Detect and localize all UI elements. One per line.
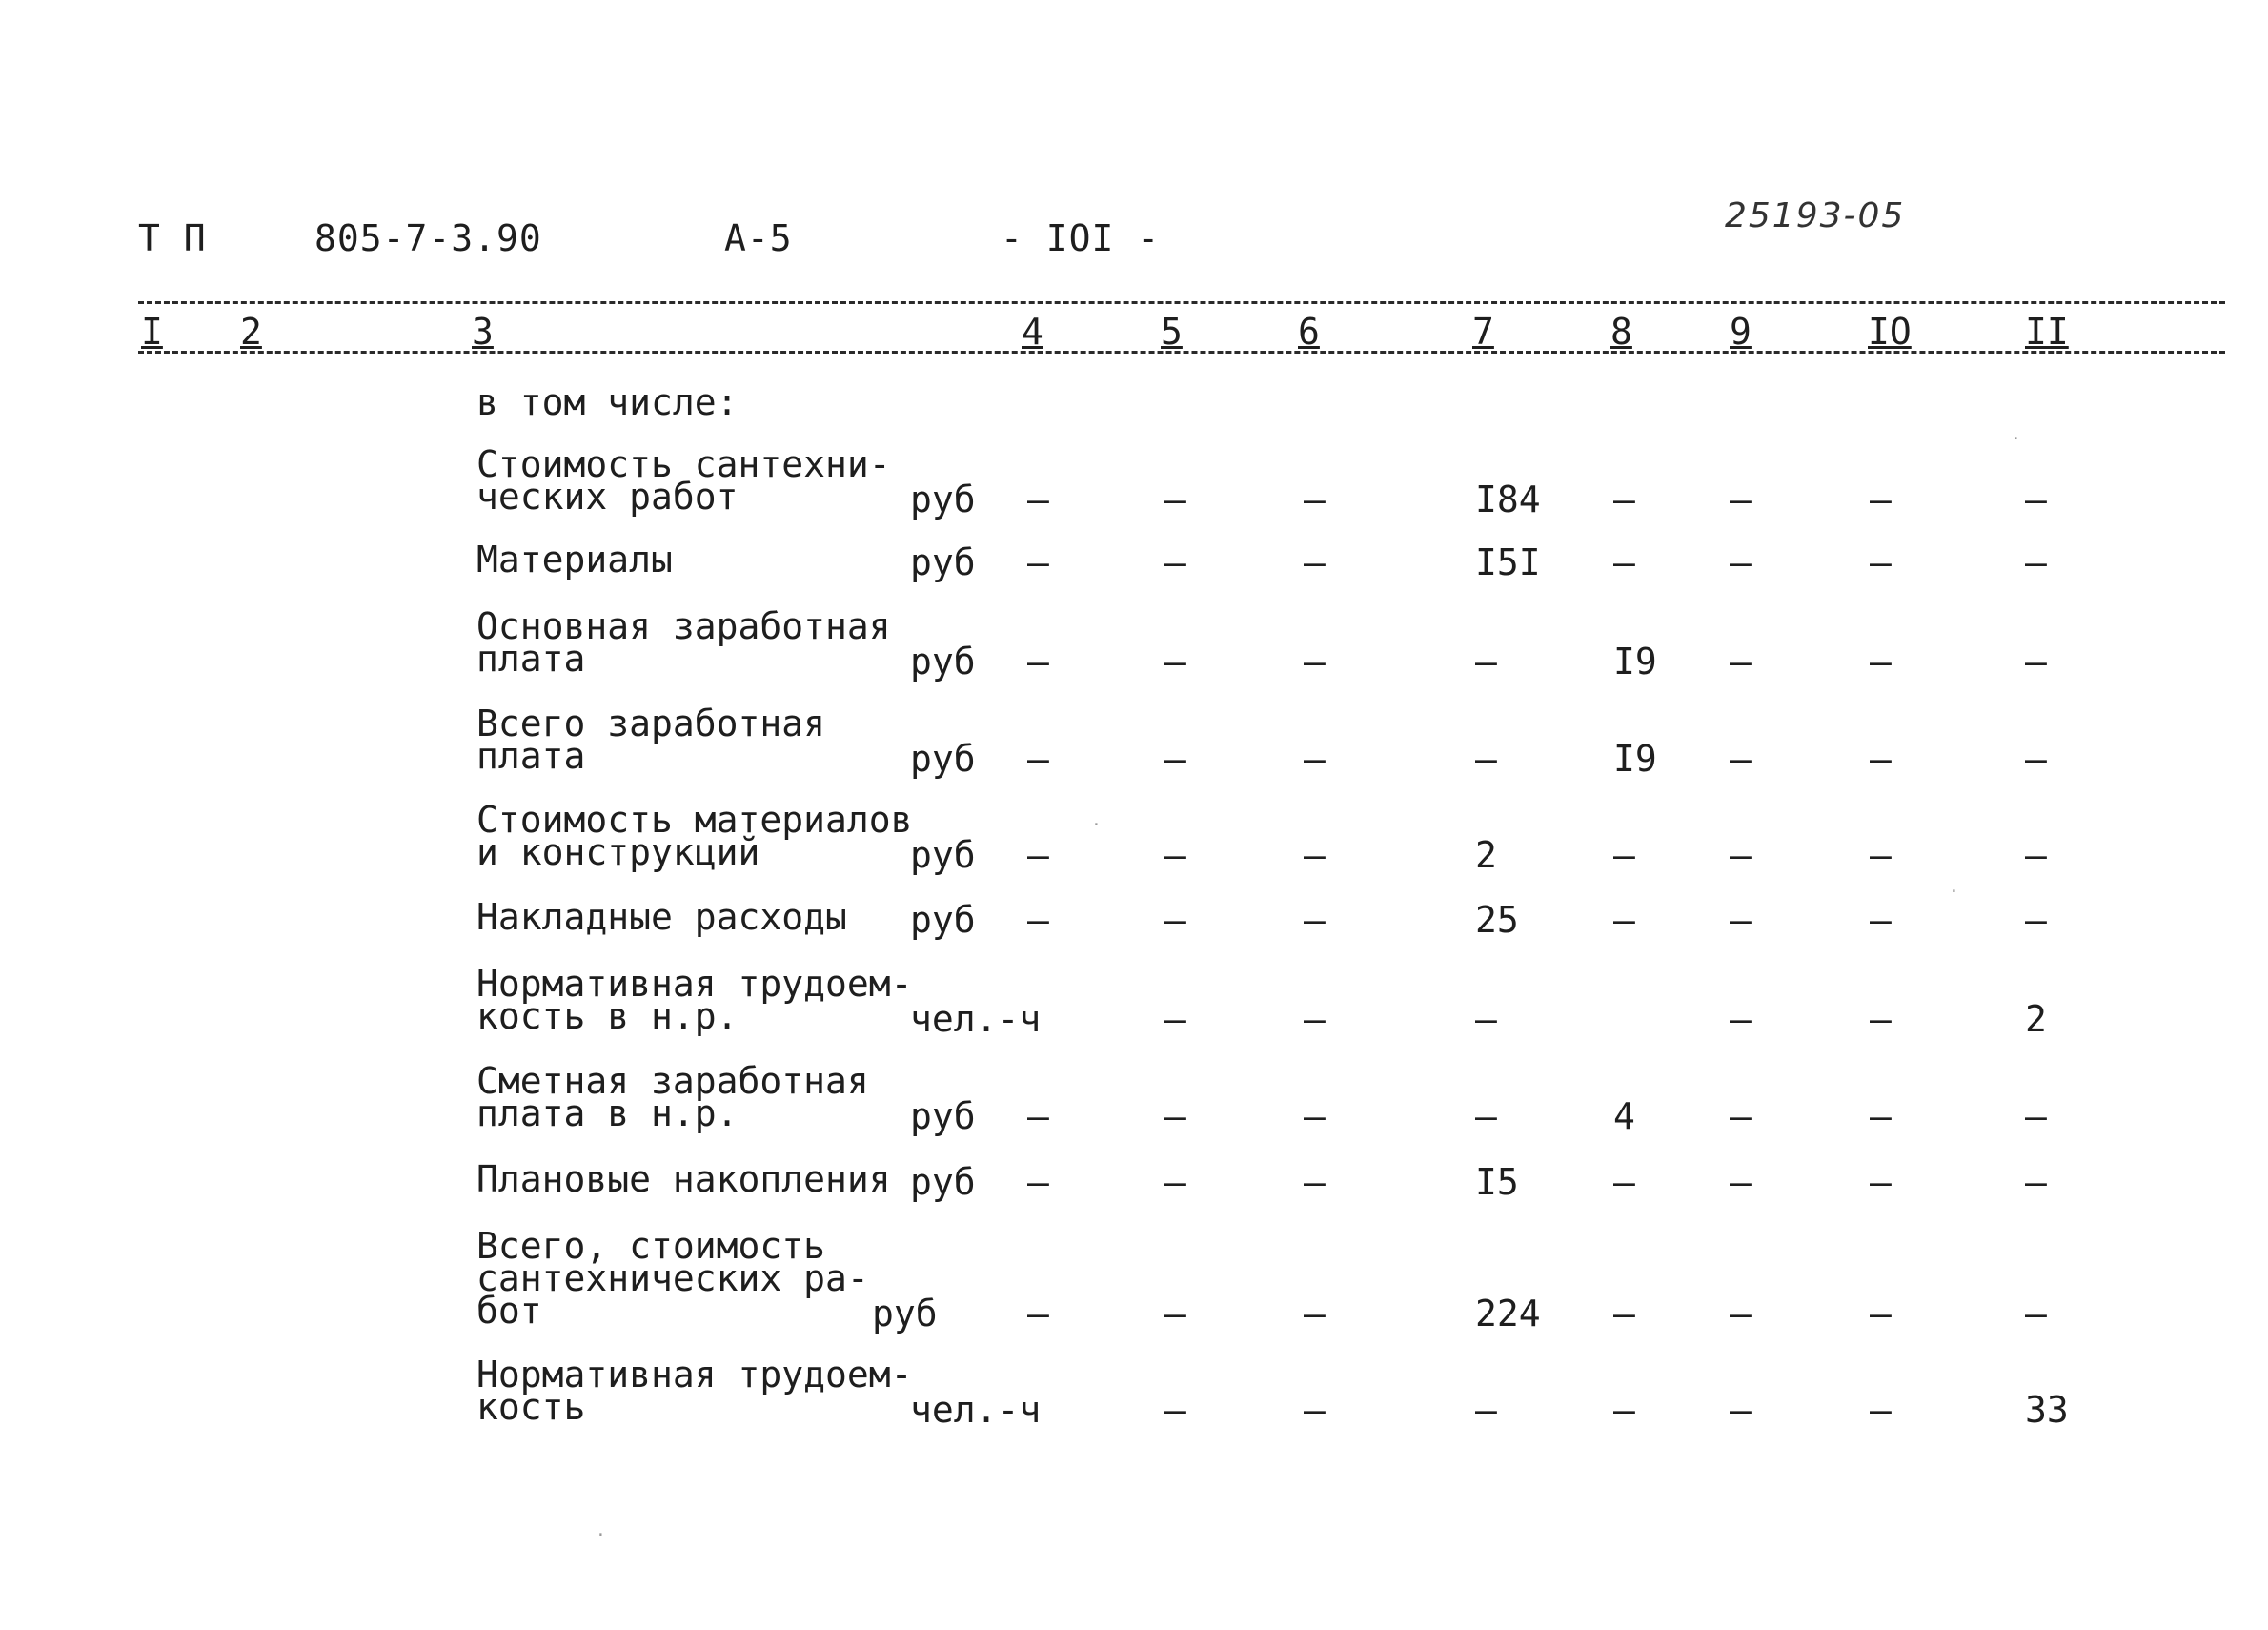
row-cell-col11: – (2025, 1095, 2047, 1137)
row-cell-col11: – (2025, 899, 2047, 941)
row-cell-col9: – (1730, 541, 1752, 583)
row-cell-col4: – (1027, 541, 1049, 583)
row-cell-col7: I5 (1475, 1161, 1519, 1203)
row-label: Накладные расходы (476, 896, 847, 938)
row-cell-col7: I5I (1475, 541, 1541, 583)
row-cell-col5: – (1164, 899, 1186, 941)
row-unit: руб (872, 1293, 938, 1335)
row-cell-col4: – (1027, 834, 1049, 876)
row-cell-col6: – (1304, 541, 1326, 583)
row-unit: руб (910, 479, 976, 520)
row-cell-col11: – (2025, 1293, 2047, 1335)
column-number: 8 (1610, 311, 1632, 353)
row-cell-col11: 33 (2025, 1389, 2069, 1431)
row-cell-col10: – (1870, 1095, 1892, 1137)
row-cell-col6: – (1304, 1095, 1326, 1137)
row-cell-col7: 25 (1475, 899, 1519, 941)
row-label: Стоимость сантехни- ческих работ (476, 443, 891, 518)
column-number: 2 (240, 311, 262, 353)
row-cell-col5: – (1164, 738, 1186, 780)
row-label: Нормативная трудоем- кость (476, 1354, 913, 1428)
row-cell-col8: – (1613, 1389, 1635, 1431)
row-cell-col8: – (1613, 1293, 1635, 1335)
row-cell-col9: – (1730, 641, 1752, 683)
row-label: Плановые накопления (476, 1158, 891, 1200)
row-cell-col4: – (1027, 1293, 1049, 1335)
column-number: 9 (1730, 311, 1752, 353)
row-cell-col8: – (1613, 834, 1635, 876)
column-number: 6 (1298, 311, 1320, 353)
row-cell-col7: 2 (1475, 834, 1497, 876)
row-cell-col9: – (1730, 998, 1752, 1040)
row-cell-col10: – (1870, 479, 1892, 520)
row-cell-col8: – (1613, 479, 1635, 520)
row-cell-col9: – (1730, 1161, 1752, 1203)
row-unit: чел.-ч (910, 1389, 1042, 1431)
row-cell-col10: – (1870, 541, 1892, 583)
row-unit: руб (910, 541, 976, 583)
row-label: Всего, стоимость сантехнических ра- бот (476, 1225, 869, 1332)
row-unit: чел.-ч (910, 998, 1042, 1040)
row-cell-col6: – (1304, 738, 1326, 780)
row-cell-col11: – (2025, 738, 2047, 780)
scan-speck: · (596, 1525, 606, 1545)
row-unit: руб (910, 1095, 976, 1137)
row-cell-col7: – (1475, 998, 1497, 1040)
row-cell-col4: – (1027, 738, 1049, 780)
row-cell-col6: – (1304, 998, 1326, 1040)
row-label: Основная заработная плата (476, 605, 891, 680)
row-cell-col10: – (1870, 738, 1892, 780)
row-cell-col6: – (1304, 1389, 1326, 1431)
row-cell-col4: – (1027, 1095, 1049, 1137)
row-cell-col8: I9 (1613, 641, 1657, 683)
row-cell-col11: – (2025, 1161, 2047, 1203)
row-cell-col8: – (1613, 899, 1635, 941)
table-top-rule (138, 301, 2225, 304)
row-label: Материалы (476, 539, 673, 581)
row-cell-col10: – (1870, 1293, 1892, 1335)
scan-speck: · (2011, 429, 2021, 449)
row-cell-col10: – (1870, 899, 1892, 941)
row-cell-col5: – (1164, 541, 1186, 583)
row-unit: руб (910, 1161, 976, 1203)
doc-album: А-5 (724, 217, 793, 259)
row-cell-col10: – (1870, 998, 1892, 1040)
doc-code: 805-7-3.90 (314, 217, 542, 259)
row-cell-col4: – (1027, 641, 1049, 683)
row-cell-col7: 224 (1475, 1293, 1541, 1335)
row-cell-col9: – (1730, 1389, 1752, 1431)
row-cell-col11: – (2025, 541, 2047, 583)
column-number: 3 (472, 311, 494, 353)
row-unit: руб (910, 899, 976, 941)
row-cell-col8: I9 (1613, 738, 1657, 780)
row-label: Всего заработная плата (476, 703, 826, 777)
row-cell-col4: – (1027, 1161, 1049, 1203)
row-label: Стоимость материалов и конструкций (476, 799, 913, 873)
column-number: 4 (1022, 311, 1043, 353)
row-cell-col7: – (1475, 1095, 1497, 1137)
row-cell-col6: – (1304, 1161, 1326, 1203)
row-cell-col11: – (2025, 641, 2047, 683)
row-cell-col5: – (1164, 479, 1186, 520)
column-number: 5 (1161, 311, 1183, 353)
row-cell-col5: – (1164, 834, 1186, 876)
row-cell-col7: – (1475, 641, 1497, 683)
row-cell-col11: – (2025, 479, 2047, 520)
row-cell-col9: – (1730, 479, 1752, 520)
row-cell-col7: – (1475, 738, 1497, 780)
row-cell-col5: – (1164, 641, 1186, 683)
scan-speck: · (1949, 882, 1959, 902)
row-unit: руб (910, 834, 976, 876)
row-unit: руб (910, 641, 976, 683)
page-number: - IOI - (1001, 217, 1161, 259)
column-number: II (2025, 311, 2069, 353)
row-cell-col6: – (1304, 641, 1326, 683)
row-cell-col5: – (1164, 998, 1186, 1040)
row-cell-col5: – (1164, 1389, 1186, 1431)
row-cell-col10: – (1870, 1389, 1892, 1431)
row-cell-col10: – (1870, 834, 1892, 876)
row-label: Нормативная трудоем- кость в н.р. (476, 963, 913, 1037)
row-cell-col9: – (1730, 834, 1752, 876)
row-cell-col5: – (1164, 1293, 1186, 1335)
row-cell-col9: – (1730, 899, 1752, 941)
row-cell-col4: – (1027, 899, 1049, 941)
row-cell-col8: – (1613, 541, 1635, 583)
row-cell-col11: – (2025, 834, 2047, 876)
doc-series: Т П (138, 217, 207, 259)
handwritten-number: 25193-05 (1725, 196, 1906, 235)
column-number: IO (1868, 311, 1912, 353)
row-cell-col5: – (1164, 1161, 1186, 1203)
row-cell-col11: 2 (2025, 998, 2047, 1040)
row-cell-col7: I84 (1475, 479, 1541, 520)
row-label: Сметная заработная плата в н.р. (476, 1060, 869, 1134)
row-cell-col6: – (1304, 1293, 1326, 1335)
row-cell-col10: – (1870, 641, 1892, 683)
row-cell-col6: – (1304, 834, 1326, 876)
row-cell-col5: – (1164, 1095, 1186, 1137)
row-cell-col9: – (1730, 1293, 1752, 1335)
row-cell-col9: – (1730, 1095, 1752, 1137)
column-number: 7 (1472, 311, 1494, 353)
scan-speck: · (1091, 815, 1102, 835)
section-title: в том числе: (476, 381, 739, 423)
row-cell-col6: – (1304, 479, 1326, 520)
row-cell-col9: – (1730, 738, 1752, 780)
row-unit: руб (910, 738, 976, 780)
row-cell-col8: – (1613, 1161, 1635, 1203)
row-cell-col7: – (1475, 1389, 1497, 1431)
column-number: I (141, 311, 163, 353)
row-cell-col6: – (1304, 899, 1326, 941)
row-cell-col4: – (1027, 479, 1049, 520)
row-cell-col8: 4 (1613, 1095, 1635, 1137)
row-cell-col10: – (1870, 1161, 1892, 1203)
